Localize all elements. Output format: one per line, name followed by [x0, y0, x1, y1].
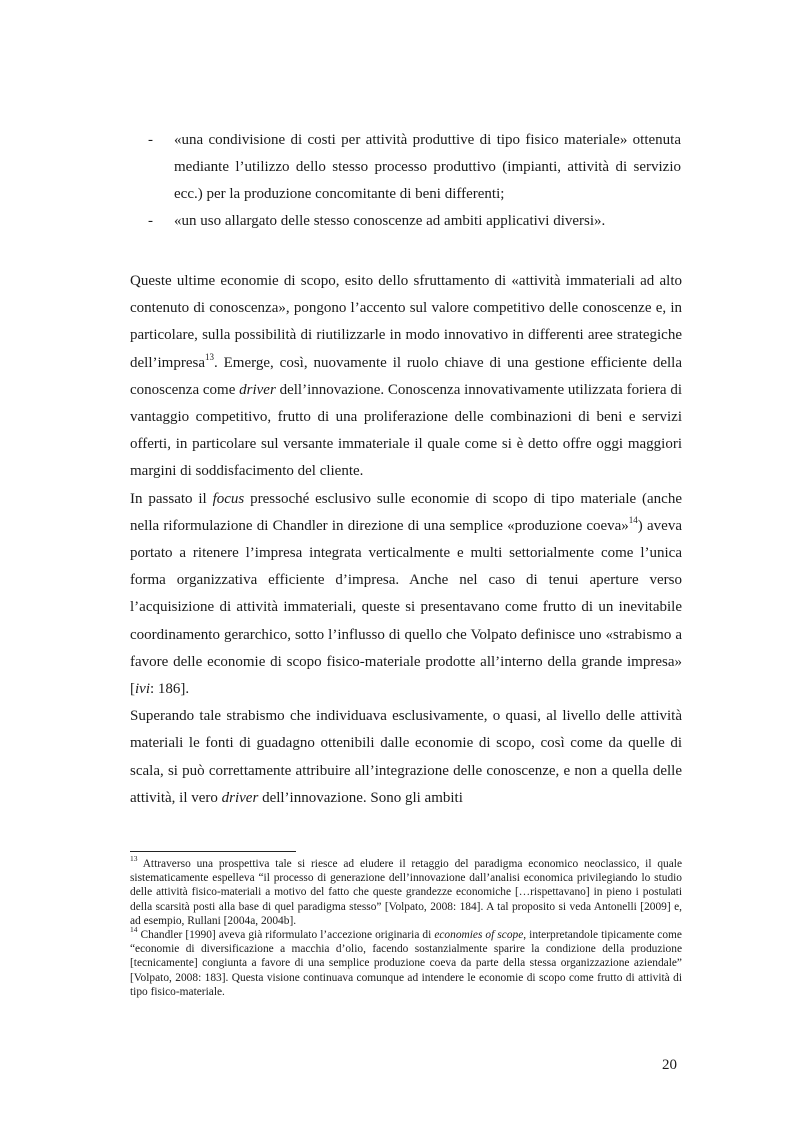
text-run: Superando tale strabismo che individuava esclusivamente, o quasi, al livello delle attività materiali le fonti di guadagno ottenibili dalle economie di scopo, così come da quelle di scala, si può correttamente attribuire all’integrazione delle conoscenze, e non a quella delle attività, il vero [130, 708, 682, 806]
text-run: Queste ultime economie di scopo, esito dello sfruttamento di «attività immateriali ad alto contenuto di conoscenza», pongono l’accento sul valore competitivo delle conoscenze e, in particolare, sulla possibilità di riutilizzarle in modo innovativo in differenti aree strategiche dell’impresa [130, 273, 682, 371]
bullet-text: «una condivisione di costi per attività produttive di tipo fisico materiale» ottenuta mediante l’utilizzo dello stesso processo produttivo (impianti, attività di servizio ecc.) per la produzione concomitante di beni differenti; [174, 132, 681, 202]
footnote-text: Attraverso una prospettiva tale si riesce ad eludere il retaggio del paradigma economico neoclassico, il quale sistematicamente espelleva “il processo di generazione dell’innovazione dall’analisi economica privilegiando lo studio delle attività fisico-materiali a motivo del fatto che queste grandezze economiche […rispettavano] in pieno i postulati della scarsità posti alla base di quel paradigma stesso” [Volpato, 2008: 184]. A tal proposito si veda Antonelli [2009] e, ad esempio, Rullani [2004a, 2004b]. [130, 858, 682, 927]
text-run: ) aveva portato a ritenere l’impresa integrata verticalmente e multi settorialmente come l’unica forma organizzativa efficiente d’impresa. Anche nel caso di tenui aperture verso l’acquisizione di attività immateriali, queste si presentavano come frutto di un inevitabile coordinamento gerarchico, sotto l’influsso di quello che Volpato definisce uno «strabismo a favore delle economie di scopo fisico-materiale prodotte all’interno della grande impresa» [ [130, 517, 682, 698]
footnote-ref-14: 14 [628, 514, 638, 525]
footnote-14 [130, 925, 682, 999]
bullet-dash: - [148, 132, 153, 148]
bullet-dash: - [148, 213, 153, 229]
text-run: dell’innovazione. Sono gli ambiti [258, 789, 463, 806]
text-run: In passato il [130, 490, 213, 507]
italic-term: economies of scope [434, 929, 524, 942]
text-run: dell’innovazione. Conoscenza innovativamente utilizzata foriera di vantaggio competitivo, frutto di una proliferazione delle combinazioni di beni e servizi offerti, in particolare sul versante immateriale il quale come si è detto offre oggi maggiori margini di soddisfacimento del cliente. [130, 381, 682, 480]
text-run: . Emerge, così, nuovamente il ruolo chiave di una gestione efficiente della conoscenza come [130, 354, 682, 398]
italic-term: driver [221, 789, 259, 806]
footnote-number: 13 [130, 854, 138, 864]
body-text [130, 268, 682, 812]
text-run: pressoché esclusivo sulle economie di scopo di tipo materiale (anche nella riformulazione di Chandler in direzione di una semplice «produzione coeva» [130, 490, 682, 534]
footnote-text: Chandler [1990] aveva già riformulato l’accezione originaria di [137, 929, 435, 942]
footnotes [130, 854, 682, 999]
paragraph-1 [130, 268, 682, 486]
italic-term: driver [239, 381, 276, 398]
page-number: 20 [662, 1057, 677, 1073]
footnote-13 [130, 854, 682, 928]
paragraph-2 [130, 486, 682, 704]
paragraph-3 [130, 703, 682, 812]
footnote-ref-13: 13 [204, 351, 214, 362]
bullet-text: «un uso allargato delle stesso conoscenze ad ambiti applicativi diversi». [174, 213, 606, 229]
list-item [148, 208, 681, 235]
list-item [148, 127, 681, 208]
bullet-list [148, 127, 681, 235]
footnote-text: , interpretandole tipicamente come “economie di diversificazione a macchia d’olio, facendo sostanzialmente sparire la condizione della produzione [tecnicamente] congiunta a favore di una semplice produzione coeva da parte della stessa organizzazione aziendale” [Volpato, 2008: 183]. Questa visione continuava comunque ad intendere le economie di scopo come frutto di attività di tipo fisico-materiale. [130, 929, 682, 998]
text-run: : 186]. [150, 681, 190, 698]
italic-term: ivi [135, 681, 150, 698]
footnote-separator [130, 851, 296, 852]
footnote-number: 14 [130, 925, 138, 935]
italic-term: focus [212, 490, 245, 507]
